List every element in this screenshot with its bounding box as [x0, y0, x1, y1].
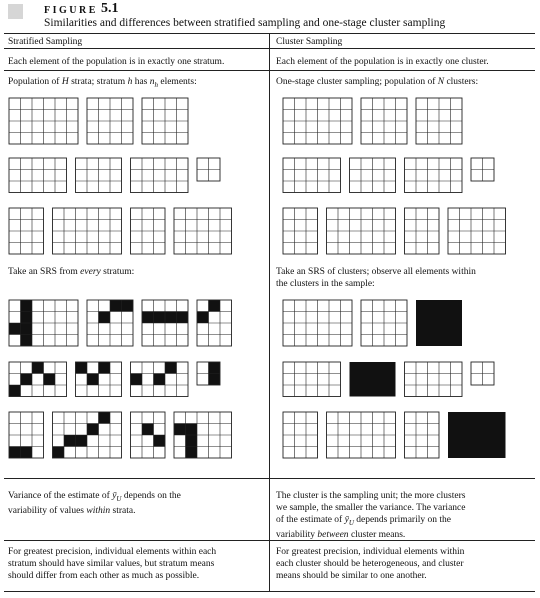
- sampled-stratum-grid-0: [9, 300, 78, 346]
- sampled-cell: [209, 362, 221, 374]
- stratum-grid-5: [131, 158, 189, 193]
- sampled-cell: [197, 312, 209, 324]
- symbol-ybar: ȳ: [344, 515, 349, 525]
- cluster-solid: [416, 300, 462, 346]
- text-span: has: [132, 77, 150, 87]
- sampled-cluster-grid-5: [405, 362, 463, 397]
- symbol-n: n: [149, 77, 155, 87]
- text-span: cluster means.: [348, 529, 406, 540]
- symbol-H: H: [61, 77, 69, 87]
- sampled-cluster-grid-0: [283, 300, 352, 346]
- sampled-stratum-grid-7: [197, 362, 220, 385]
- sampled-cell: [186, 435, 198, 447]
- sampled-stratum-grid-2: [142, 300, 188, 346]
- sampled-cell: [209, 300, 221, 312]
- text-span: Variance of the estimate of: [8, 491, 113, 501]
- cluster-grid-8: [327, 208, 396, 254]
- stratum-grid-6: [197, 158, 220, 181]
- stratum-grid-8: [53, 208, 122, 254]
- sampled-stratum-grid-6: [131, 362, 189, 397]
- sampled-cluster-grid-4: [350, 362, 396, 397]
- sampled-cell: [99, 362, 111, 374]
- sampled-cluster-grid-8: [327, 412, 396, 458]
- sampled-cell: [9, 385, 21, 397]
- sampled-stratum-grid-3: [197, 300, 232, 346]
- symbol-N: N: [437, 77, 445, 87]
- cluster-grid-0: [283, 98, 352, 144]
- cluster-grid-3: [283, 158, 341, 193]
- sampled-cell: [142, 312, 154, 324]
- text-span: Population of: [8, 77, 62, 87]
- sampled-stratum-grid-9: [53, 412, 122, 458]
- text-span: depends on the: [121, 491, 181, 501]
- sampled-cell: [21, 447, 33, 459]
- sampled-stratum-grid-11: [174, 412, 232, 458]
- cluster-grid-4: [350, 158, 396, 193]
- sampled-cell: [99, 312, 111, 324]
- sampled-stratum-grid-10: [131, 412, 166, 458]
- sampled-cell: [99, 412, 111, 424]
- sampled-cell: [87, 424, 99, 436]
- sampled-cluster-grid-10: [448, 412, 506, 458]
- stratum-grid-4: [76, 158, 122, 193]
- symbol-ybar: ȳ: [112, 491, 117, 501]
- cluster-grid-1: [361, 98, 407, 144]
- text-span: variability of values: [8, 505, 87, 516]
- figure-number: 5.1: [101, 1, 119, 16]
- sampled-cell: [177, 312, 189, 324]
- sampled-cell: [186, 424, 198, 436]
- cluster-grid-6: [471, 158, 494, 181]
- text-line: the clusters in the sample:: [276, 279, 375, 289]
- emphasis-every: every: [80, 267, 101, 277]
- text-span: strata.: [110, 505, 136, 516]
- sampled-cluster-grid-1: [361, 300, 407, 346]
- sampled-cell: [110, 300, 122, 312]
- sampled-cell: [9, 323, 21, 335]
- text-line: For greatest precision, individual elements within: [276, 547, 465, 557]
- grid-border: [283, 362, 341, 397]
- text-span: variability: [276, 529, 318, 540]
- left-column-header: Stratified Sampling: [8, 37, 83, 47]
- sampled-cluster-grid-7: [283, 412, 318, 458]
- sampled-cell: [165, 312, 177, 324]
- text-span: One-stage cluster sampling; population of: [276, 77, 438, 87]
- sampled-cell: [21, 335, 33, 347]
- sampled-cell: [154, 312, 166, 324]
- text-line: means should be similar to one another.: [276, 571, 427, 581]
- sampled-cell: [64, 435, 76, 447]
- sampled-cell: [131, 374, 143, 386]
- sampled-cell: [186, 447, 198, 459]
- cluster-solid: [448, 412, 506, 458]
- sampled-stratum-grid-1: [87, 300, 133, 346]
- figure-label: FIGURE: [44, 5, 98, 16]
- sampled-cell: [122, 300, 134, 312]
- cluster-grid-2: [416, 98, 462, 144]
- text-line: For greatest precision, individual elements within each: [8, 547, 217, 557]
- sampled-cluster-grid-2: [416, 300, 462, 346]
- cluster-grid-5: [405, 158, 463, 193]
- grid-border: [9, 158, 67, 193]
- sampled-cell: [44, 374, 56, 386]
- sampled-cell: [154, 435, 166, 447]
- sampled-stratum-grid-8: [9, 412, 44, 458]
- sampled-cell: [21, 374, 33, 386]
- sampled-cluster-grid-3: [283, 362, 341, 397]
- text-line: should differ from each other as much as possible.: [8, 571, 200, 581]
- text-span: elements:: [157, 77, 197, 87]
- symbol-h: h: [127, 77, 133, 87]
- stratum-grid-1: [87, 98, 133, 144]
- sampled-cell: [76, 362, 88, 374]
- grid-border: [283, 158, 341, 193]
- sampled-cell: [174, 424, 186, 436]
- stratum-grid-9: [131, 208, 166, 254]
- right-membership: Each element of the population is in exactly one cluster.: [276, 57, 489, 67]
- text-line: The cluster is the sampling unit; the more clusters: [276, 491, 466, 501]
- emphasis-within: within: [86, 505, 111, 516]
- text-span: strata; stratum: [68, 77, 128, 87]
- sampled-cell: [142, 424, 154, 436]
- sampled-cell: [165, 362, 177, 374]
- symbol-subscript-h: h: [154, 80, 158, 89]
- sampled-cell: [53, 447, 65, 459]
- emphasis-between: between: [317, 529, 349, 540]
- sampled-cell: [21, 323, 33, 335]
- text-span: depends primarily on the: [353, 515, 451, 525]
- stratum-grid-7: [9, 208, 44, 254]
- symbol-subscript-U: U: [348, 518, 354, 527]
- sampled-cell: [9, 447, 21, 459]
- sampled-stratum-grid-5: [76, 362, 122, 397]
- text-span: of the estimate of: [276, 515, 345, 525]
- symbol-subscript-U: U: [116, 494, 122, 503]
- cluster-grid-10: [448, 208, 506, 254]
- cluster-grid-9: [405, 208, 440, 254]
- text-line: Take an SRS of clusters; observe all elements within: [276, 267, 476, 277]
- sampled-cell: [87, 374, 99, 386]
- text-line: each cluster should be heterogeneous, and cluster: [276, 559, 464, 569]
- sampled-cell: [21, 300, 33, 312]
- text-span: Take an SRS from: [8, 267, 81, 277]
- grid-border: [131, 158, 189, 193]
- stratum-grid-2: [142, 98, 188, 144]
- stratum-grid-10: [174, 208, 232, 254]
- sampled-cell: [154, 374, 166, 386]
- sampled-cluster-grid-9: [405, 412, 440, 458]
- text-span: stratum:: [100, 267, 135, 277]
- right-column-header: Cluster Sampling: [276, 37, 343, 47]
- stratum-grid-0: [9, 98, 78, 144]
- sampled-cell: [21, 312, 33, 324]
- stratum-grid-3: [9, 158, 67, 193]
- sampled-cell: [32, 362, 44, 374]
- cluster-solid: [350, 362, 396, 397]
- sampled-stratum-grid-4: [9, 362, 67, 397]
- left-membership: Each element of the population is in exactly one stratum.: [8, 57, 225, 67]
- sampled-cell: [209, 374, 221, 386]
- text-line: stratum should have similar values, but stratum means: [8, 559, 215, 569]
- cluster-grid-7: [283, 208, 318, 254]
- text-span: clusters:: [444, 77, 479, 87]
- sampled-cluster-grid-6: [471, 362, 494, 385]
- text-line: we sample, the smaller the variance. The variance: [276, 503, 466, 513]
- grid-border: [405, 158, 463, 193]
- figure-caption: Similarities and differences between stratified sampling and one-stage cluster sampling: [44, 17, 446, 29]
- grid-border: [405, 362, 463, 397]
- sampled-cell: [76, 435, 88, 447]
